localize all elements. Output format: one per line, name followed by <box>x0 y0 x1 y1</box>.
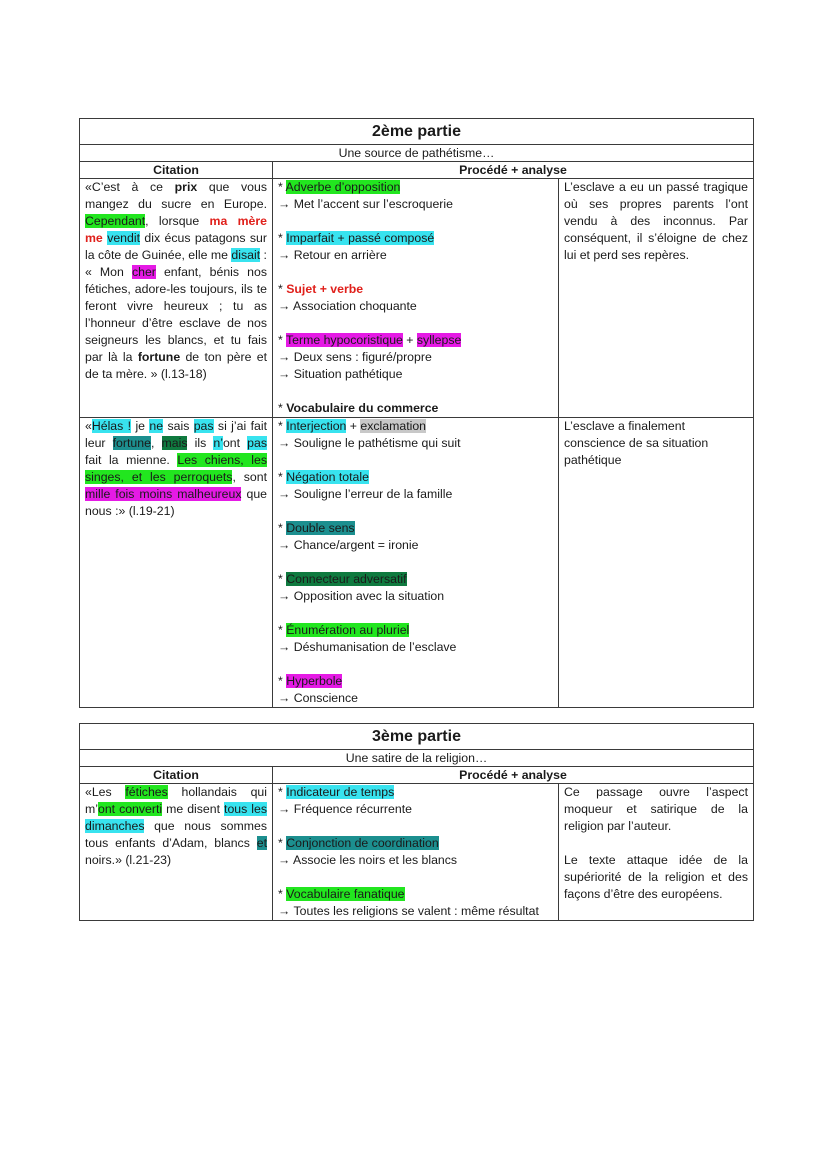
bullet: * <box>278 572 283 586</box>
highlight-green: Cependant <box>85 214 146 228</box>
bullet: * <box>278 231 283 245</box>
highlight-cyan: pas <box>193 419 214 433</box>
citation-text: , sont <box>232 470 267 484</box>
bullet: * <box>278 333 283 347</box>
citation-text: que nous sommes tous enfants d’Adam, blancs <box>85 819 267 850</box>
table-row <box>80 418 754 708</box>
part3-table <box>79 723 754 921</box>
highlight-green: fétiches <box>125 785 168 799</box>
bullet: * <box>278 180 283 194</box>
procede-item <box>278 520 553 554</box>
bullet: * <box>278 401 283 415</box>
procede-analysis: → Fréquence récurrente <box>278 802 412 816</box>
procede-item <box>278 571 553 605</box>
part2-table <box>79 118 754 708</box>
part3-subtitle: Une satire de la religion… <box>80 750 754 767</box>
procede-cell <box>273 784 559 921</box>
procede-label: Imparfait + passé composé <box>286 231 435 245</box>
citation-text: sais <box>163 419 194 433</box>
citation-text: hollandais qui m’ <box>85 785 267 816</box>
bullet: * <box>278 887 283 901</box>
citation-text: que vous mangez du sucre en Europe. <box>85 180 267 211</box>
procede-label: Adverbe d’opposition <box>285 180 401 194</box>
highlight-cyan: disait <box>231 248 261 262</box>
highlight-cyan: ne <box>149 419 164 433</box>
citation-text: «C’est à ce <box>85 180 175 194</box>
part2-procede-header: Procédé + analyse <box>273 162 754 179</box>
procede-item <box>278 400 553 417</box>
highlight-dark-green: mais <box>161 436 188 450</box>
procede-item <box>278 418 553 452</box>
bullet: * <box>278 521 283 535</box>
analysis-cell: L’esclave a eu un passé tragique où ses propres parents l’ont vendu à des inconnus. Par conséquent, il s’éloigne de chez lui et perd ses repères. <box>559 179 754 418</box>
part2-subtitle: Une source de pathétisme… <box>80 145 754 162</box>
highlight-green: Les chiens, les singes, et les perroquets <box>85 453 267 484</box>
procede-label: Hyperbole <box>286 674 343 688</box>
procede-analysis: → Deux sens : figuré/propre <box>278 350 432 364</box>
citation-text: , <box>150 436 162 450</box>
citation-text: noirs.» (l.21-23) <box>85 853 172 867</box>
part2-title: 2ème partie <box>80 119 754 145</box>
bullet: * <box>278 470 283 484</box>
citation-text: me disent <box>162 802 225 816</box>
citation-text: enfant, bénis nos fétiches, adore-les toujours, ils te feront vivre heureux ; tu as l’honneur d’être esclave de nos seigneurs les blancs, et tu fais par là la <box>85 265 267 364</box>
highlight-cyan: tous les dimanches <box>85 802 267 833</box>
highlight-cyan: n’ <box>213 436 223 450</box>
citation-cell <box>80 418 273 708</box>
citation-text: « <box>85 419 92 433</box>
procede-cell <box>273 418 559 708</box>
procede-analysis: → Déshumanisation de l’esclave <box>278 640 457 654</box>
highlight-teal: fortune <box>112 436 151 450</box>
procede-label: Double sens <box>286 521 355 535</box>
bullet: * <box>278 282 283 296</box>
procede-analysis: → Chance/argent = ironie <box>278 538 419 552</box>
citation-text: ont <box>222 436 248 450</box>
table-row <box>80 784 754 921</box>
highlight-cyan: vendit <box>107 231 141 245</box>
procede-analysis: → Met l’accent sur l’escroquerie <box>278 197 453 211</box>
procede-item <box>278 230 553 264</box>
citation-text: dix écus patagons sur la côte de Guinée, elle me <box>85 231 267 262</box>
procede-analysis: → Souligne l’erreur de la famille <box>278 487 453 501</box>
procede-label: Négation totale <box>286 470 369 484</box>
procede-label: syllepse <box>416 333 462 347</box>
citation-text: ils <box>187 436 214 450</box>
citation-cell <box>80 784 273 921</box>
highlight-green: ont converti <box>97 802 163 816</box>
citation-bold: prix <box>174 180 198 194</box>
procede-analysis: → Associe les noirs et les blancs <box>278 853 458 867</box>
procede-label: Sujet + verbe <box>286 282 364 296</box>
bullet: * <box>278 785 283 799</box>
procede-item <box>278 179 553 213</box>
citation-cell <box>80 179 273 418</box>
bullet: * <box>278 674 283 688</box>
analysis-cell: L’esclave a finalement conscience de sa situation pathétique <box>559 418 754 708</box>
highlight-cyan: pas <box>247 436 267 450</box>
procede-item <box>278 673 553 707</box>
procede-label: Énumération au pluriel <box>286 623 410 637</box>
plus-sign: + <box>406 333 414 347</box>
procede-analysis: → Conscience <box>278 691 358 705</box>
part2-citation-header: Citation <box>80 162 273 179</box>
citation-text: «Les <box>85 785 126 799</box>
procede-label: Connecteur adversatif <box>286 572 407 586</box>
plus-sign: + <box>349 419 357 433</box>
highlight-teal: et <box>256 836 267 850</box>
bullet: * <box>278 419 283 433</box>
citation-text: : « Mon <box>85 248 267 279</box>
table-row <box>80 179 754 418</box>
procede-label: Vocabulaire du commerce <box>286 401 439 415</box>
procede-label: exclamation <box>360 419 427 433</box>
procede-item <box>278 281 553 315</box>
procede-analysis: → Opposition avec la situation <box>278 589 445 603</box>
analysis-text: Le texte attaque idée de la supériorité de la religion et des façons d’être des européens. <box>564 853 748 901</box>
procede-cell <box>273 179 559 418</box>
procede-label: Interjection <box>286 419 347 433</box>
bullet: * <box>278 623 283 637</box>
procede-item <box>278 332 553 383</box>
procede-item <box>278 835 553 869</box>
highlight-red: ma mère me <box>85 214 267 245</box>
procede-label: Vocabulaire fanatique <box>286 887 405 901</box>
procede-analysis: → Toutes les religions se valent : même résultat <box>278 904 539 918</box>
citation-text: je <box>131 419 150 433</box>
citation-text: que nous :» (l.19-21) <box>85 487 268 518</box>
procede-item <box>278 886 553 920</box>
procede-label: Indicateur de temps <box>286 785 395 799</box>
procede-label: Conjonction de coordination <box>286 836 439 850</box>
highlight-magenta: cher <box>131 265 156 279</box>
part3-procede-header: Procédé + analyse <box>273 767 754 784</box>
citation-text: , lorsque <box>145 214 210 228</box>
part3-citation-header: Citation <box>80 767 273 784</box>
procede-analysis: → Souligne le pathétisme qui suit <box>278 436 461 450</box>
procede-analysis: → Association choquante <box>278 299 417 313</box>
procede-item <box>278 469 553 503</box>
analysis-text: Ce passage ouvre l’aspect moqueur et satirique de la religion par l’auteur. <box>564 785 748 833</box>
citation-text: si j’ai fait leur <box>85 419 267 450</box>
procede-item <box>278 622 553 656</box>
citation-bold: fortune <box>137 350 181 364</box>
highlight-magenta: mille fois moins malheureux <box>85 487 242 501</box>
procede-analysis: → Retour en arrière <box>278 248 387 262</box>
procede-item <box>278 784 553 818</box>
citation-text: de ton père et de ta mère. » (l.13-18) <box>85 350 267 381</box>
procede-analysis: → Situation pathétique <box>278 367 403 381</box>
highlight-cyan: Hélas ! <box>91 419 132 433</box>
procede-label: Terme hypocoristique <box>286 333 403 347</box>
part3-title: 3ème partie <box>80 724 754 750</box>
analysis-cell <box>559 784 754 921</box>
citation-text: fait la mienne. <box>85 453 178 467</box>
bullet: * <box>278 836 283 850</box>
